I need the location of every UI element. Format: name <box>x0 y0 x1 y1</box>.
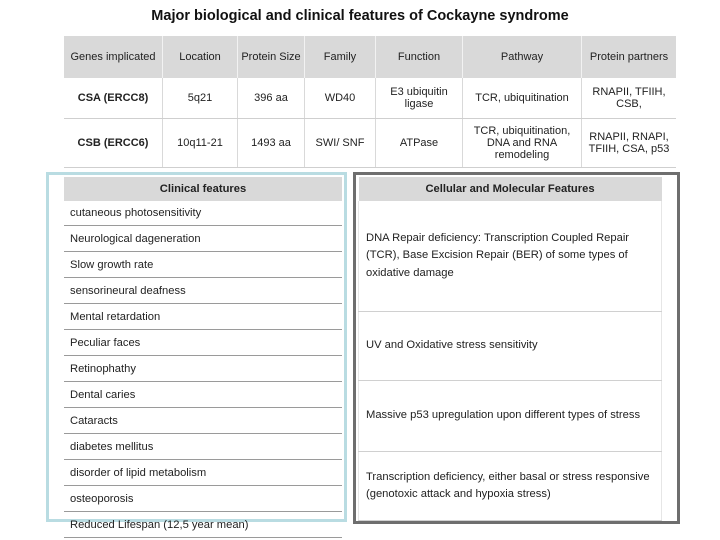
pathway-cell: TCR, ubiquitination <box>463 78 582 119</box>
list-item: Peculiar faces <box>64 330 342 356</box>
molecular-header: Cellular and Molecular Features <box>359 177 662 201</box>
location-cell: 10q11-21 <box>163 119 238 168</box>
genes-header-partners: Protein partners <box>582 36 677 78</box>
family-cell: SWI/ SNF <box>305 119 376 168</box>
molecular-features-table <box>358 177 662 521</box>
genes-header-row <box>64 36 676 78</box>
list-item: UV and Oxidative stress sensitivity <box>359 312 662 381</box>
genes-header-pathway: Pathway <box>463 36 582 78</box>
list-item: Mental retardation <box>64 304 342 330</box>
list-item: sensorineural deafness <box>64 278 342 304</box>
list-item: Cataracts <box>64 408 342 434</box>
genes-header-size: Protein Size <box>238 36 305 78</box>
pathway-cell: TCR, ubiquitination, DNA and RNA remodeling <box>463 119 582 168</box>
function-cell: ATPase <box>376 119 463 168</box>
list-item: Retinophathy <box>64 356 342 382</box>
genes-header-genes: Genes implicated <box>64 36 163 78</box>
list-item: osteoporosis <box>64 486 342 512</box>
list-item: disorder of lipid metabolism <box>64 460 342 486</box>
partners-cell: RNAPII, RNAPI, TFIIH, CSA, p53 <box>582 119 677 168</box>
clinical-features-table <box>64 177 342 538</box>
list-item: Dental caries <box>64 382 342 408</box>
table-row <box>64 78 676 119</box>
list-item: DNA Repair deficiency: Transcription Coupled Repair (TCR), Base Excision Repair (BER) of some types of oxidative damage <box>359 201 662 312</box>
size-cell: 1493 aa <box>238 119 305 168</box>
gene-cell: CSB (ERCC6) <box>64 119 163 168</box>
list-item: cutaneous photosensitivity <box>64 201 342 226</box>
list-item: Massive p53 upregulation upon different types of stress <box>359 381 662 452</box>
family-cell: WD40 <box>305 78 376 119</box>
genes-header-location: Location <box>163 36 238 78</box>
list-item: Slow growth rate <box>64 252 342 278</box>
function-cell: E3 ubiquitin ligase <box>376 78 463 119</box>
location-cell: 5q21 <box>163 78 238 119</box>
clinical-header: Clinical features <box>64 177 342 201</box>
table-row <box>64 119 676 168</box>
list-item: diabetes mellitus <box>64 434 342 460</box>
partners-cell: RNAPII, TFIIH, CSB, <box>582 78 677 119</box>
gene-cell: CSA (ERCC8) <box>64 78 163 119</box>
size-cell: 396 aa <box>238 78 305 119</box>
list-item: Neurological dageneration <box>64 226 342 252</box>
genes-header-family: Family <box>305 36 376 78</box>
genes-header-function: Function <box>376 36 463 78</box>
genes-table <box>64 36 676 168</box>
page-title: Major biological and clinical features of Cockayne syndrome <box>151 8 569 24</box>
list-item: Reduced Lifespan (12,5 year mean) <box>64 512 342 538</box>
list-item: Transcription deficiency, either basal or stress responsive (genotoxic attack and hypoxia stress) <box>359 452 662 521</box>
